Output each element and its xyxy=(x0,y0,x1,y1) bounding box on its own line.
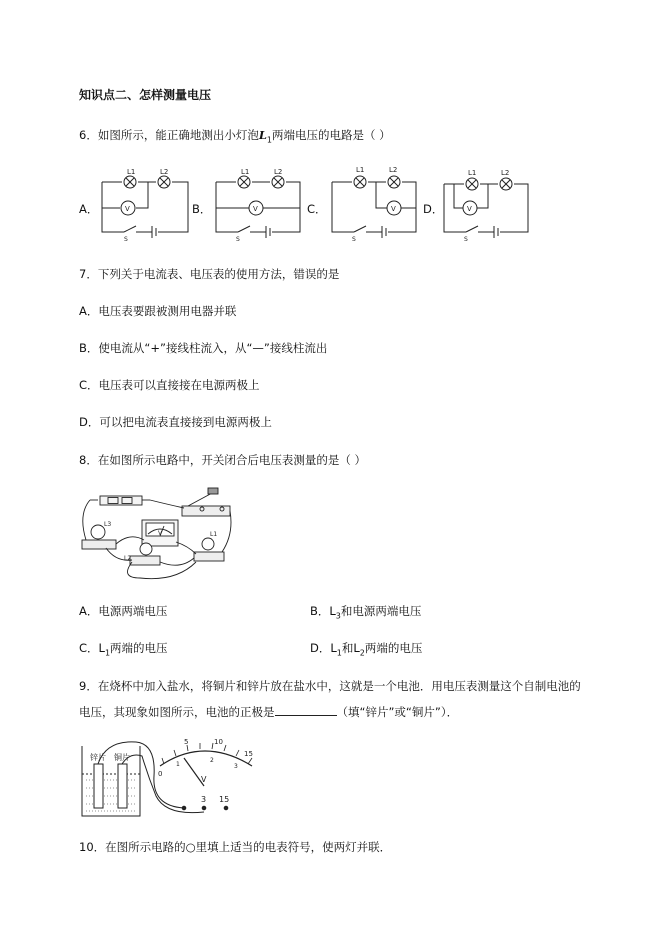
q8-l1-label: L1 xyxy=(210,531,218,538)
q6d-l1-label: L1 xyxy=(468,169,477,177)
q6d-v-label: V xyxy=(467,205,472,213)
q8-v-label: V xyxy=(158,530,163,537)
q6-circuit-c xyxy=(328,162,420,242)
q6d-s-label: S xyxy=(464,236,468,242)
q8-c-post: 两端的电压 xyxy=(110,641,168,655)
q6c-l1-label: L1 xyxy=(356,166,365,174)
q6-lamp-symbol: L xyxy=(258,128,267,142)
q9-scale-low-1: 1 xyxy=(176,761,180,768)
q6-stem-text: 6．如图所示，能正确地测出小灯泡 xyxy=(79,128,259,142)
q9-scale-low-2: 2 xyxy=(210,757,214,764)
q7-option-a: A．电压表要跟被测用电器并联 xyxy=(79,304,237,318)
q6a-l2-label: L2 xyxy=(160,168,169,176)
q6b-l2-label: L2 xyxy=(274,168,283,176)
q6c-s-label: S xyxy=(352,236,356,242)
q6-option-b: B． xyxy=(192,202,212,216)
q9-scale-low-3: 3 xyxy=(234,763,238,770)
q9-v-label: V xyxy=(201,775,207,784)
q9-scale-10: 10 xyxy=(214,738,223,746)
q8-option-b xyxy=(310,603,421,620)
q7-option-c: C．电压表可以直接接在电源两极上 xyxy=(79,378,260,392)
q6c-v-label: V xyxy=(391,205,396,213)
q6a-v-label: V xyxy=(125,205,130,213)
q8-b-pre: B．L xyxy=(310,604,336,618)
q9-answer-blank[interactable] xyxy=(275,705,337,716)
q8-d-mid: 和L xyxy=(341,641,360,655)
q8-l2-label: L2 xyxy=(124,555,132,562)
q6-option-a: A． xyxy=(79,202,99,216)
q8-b-sub: 3 xyxy=(335,611,341,621)
q8-d-pre: D．L xyxy=(310,641,337,655)
q6a-s-label: S xyxy=(124,236,128,242)
q6b-v-label: V xyxy=(253,205,258,213)
q9-terminal-15: 15 xyxy=(219,795,230,804)
q8-d-sub2: 2 xyxy=(359,648,365,658)
q9-line2-post: （填“锌片”或“铜片”）． xyxy=(336,705,459,719)
q9-scale-0: 0 xyxy=(158,770,163,778)
q6b-s-label: S xyxy=(236,236,240,242)
q8-option-c xyxy=(79,640,168,657)
q8-d-sub1: 1 xyxy=(336,648,342,658)
q6-lamp-sub: 1 xyxy=(266,135,273,145)
q8-d-post: 两端的电压 xyxy=(364,641,423,655)
q8-c-pre: C．L xyxy=(79,641,105,655)
q8-circuit-figure xyxy=(76,484,234,582)
q7-stem: 7．下列关于电流表、电压表的使用方法，错误的是 xyxy=(79,267,340,281)
q6a-l1-label: L1 xyxy=(127,168,136,176)
q10-stem: 10．在图所示电路的○里填上适当的电表符号，使两灯并联． xyxy=(79,840,392,854)
q8-option-d xyxy=(310,640,422,657)
q9-line2 xyxy=(79,704,458,720)
section-title: 知识点二、怎样测量电压 xyxy=(79,88,212,102)
q8-option-a: A．电源两端电压 xyxy=(79,604,168,618)
q9-copper-label: 铜片 xyxy=(114,753,130,762)
q6-option-c: C． xyxy=(307,202,327,216)
q6-stem xyxy=(79,127,391,144)
q6c-l2-label: L2 xyxy=(389,166,398,174)
q6-circuit-b xyxy=(212,168,304,242)
q7-option-d: D．可以把电流表直接接到电源两极上 xyxy=(79,415,272,429)
q9-scale-5: 5 xyxy=(184,738,189,746)
q6-option-d: D． xyxy=(423,202,444,216)
q9-zinc-label: 锌片 xyxy=(90,753,106,762)
q8-l3-label: L3 xyxy=(104,521,112,528)
q6-stem-tail: 两端电压的电路是（ ） xyxy=(272,128,391,142)
q6-circuit-a xyxy=(98,168,190,242)
q9-line1: 9．在烧杯中加入盐水，将铜片和锌片放在盐水中，这就是一个电池．用电压表测量这个自制电池的 xyxy=(79,679,581,693)
q8-c-sub: 1 xyxy=(104,648,111,658)
q9-battery-figure xyxy=(76,736,276,822)
q9-line2-pre: 电压，其现象如图所示，电池的正极是 xyxy=(79,705,275,719)
q6d-l2-label: L2 xyxy=(501,169,510,177)
q8-stem: 8．在如图所示电路中，开关闭合后电压表测量的是（ ） xyxy=(79,453,366,467)
q6-circuit-d xyxy=(440,166,532,242)
q9-terminal-3: 3 xyxy=(201,795,207,804)
q6b-l1-label: L1 xyxy=(241,168,250,176)
q9-scale-15: 15 xyxy=(244,750,253,758)
q7-option-b: B．使电流从“+”接线柱流入，从“—”接线柱流出 xyxy=(79,341,328,355)
q8-b-post: 和电源两端电压 xyxy=(340,604,422,618)
